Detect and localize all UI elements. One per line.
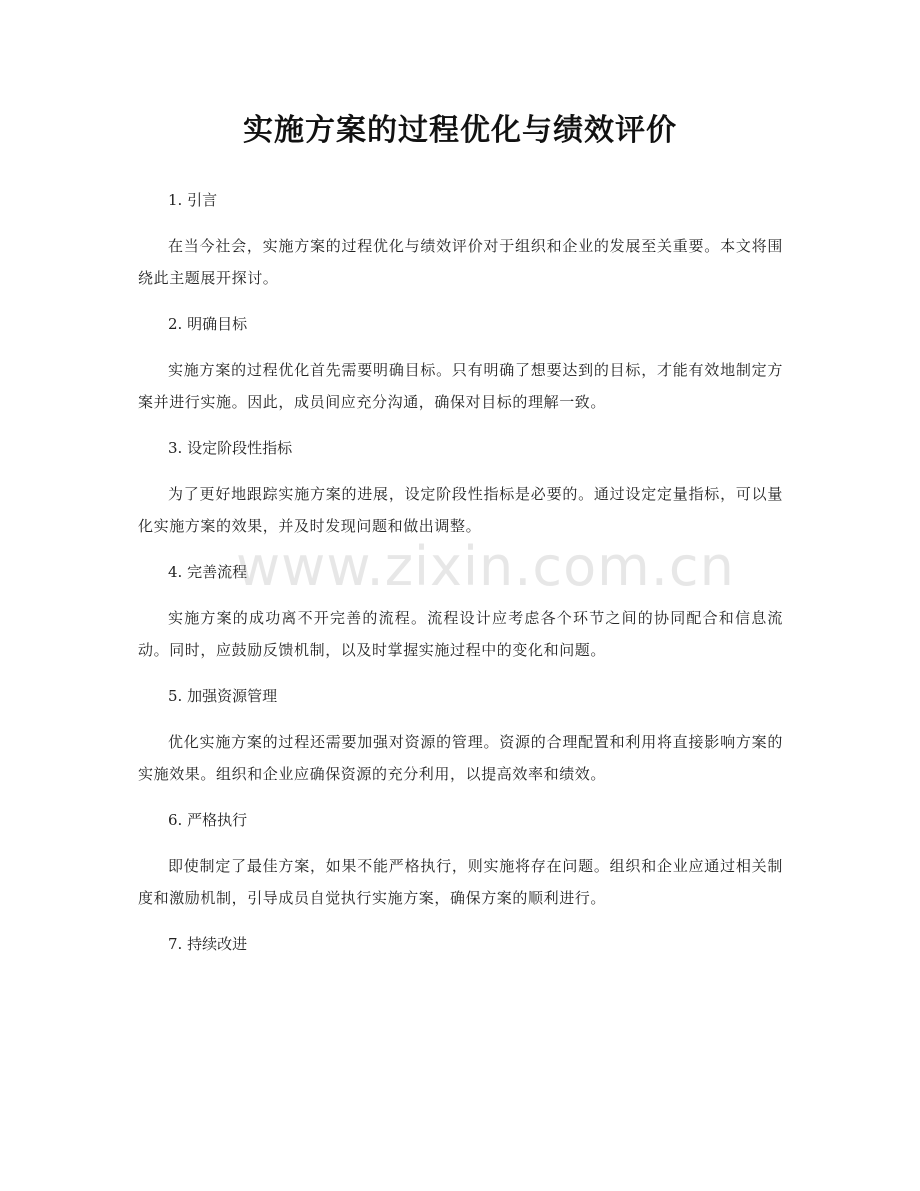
document-body [138, 184, 783, 974]
section-paragraph-execution: 即使制定了最佳方案，如果不能严格执行，则实施将存在问题。组织和企业应通过相关制度和激励机制，引导成员自觉执行实施方案，确保方案的顺利进行。 [138, 857, 783, 907]
section-heading-intro: 1. 引言 [168, 191, 218, 209]
section-paragraph-intro: 在当今社会，实施方案的过程优化与绩效评价对于组织和企业的发展至关重要。本文将围绕此主题展开探讨。 [138, 237, 783, 287]
document-title: 实施方案的过程优化与绩效评价 [243, 113, 677, 148]
section-paragraph-resources: 优化实施方案的过程还需要加强对资源的管理。资源的合理配置和利用将直接影响方案的实施效果。组织和企业应确保资源的充分利用，以提高效率和绩效。 [138, 733, 783, 783]
section-heading-execution: 6. 严格执行 [168, 811, 248, 829]
section-heading-improvement: 7. 持续改进 [168, 935, 248, 953]
section-paragraph-process: 实施方案的成功离不开完善的流程。流程设计应考虑各个环节之间的协同配合和信息流动。同时，应鼓励反馈机制，以及时掌握实施过程中的变化和问题。 [138, 609, 783, 659]
watermark-text: www.zixin.com.cn [236, 535, 735, 598]
section-paragraph-milestones: 为了更好地跟踪实施方案的进展，设定阶段性指标是必要的。通过设定定量指标，可以量化实施方案的效果，并及时发现问题和做出调整。 [138, 485, 783, 535]
section-heading-process: 4. 完善流程 [168, 563, 248, 581]
section-heading-goals: 2. 明确目标 [168, 315, 248, 333]
section-paragraph-goals: 实施方案的过程优化首先需要明确目标。只有明确了想要达到的目标，才能有效地制定方案并进行实施。因此，成员间应充分沟通，确保对目标的理解一致。 [138, 361, 783, 411]
section-heading-resources: 5. 加强资源管理 [168, 687, 278, 705]
section-heading-milestones: 3. 设定阶段性指标 [168, 439, 293, 457]
